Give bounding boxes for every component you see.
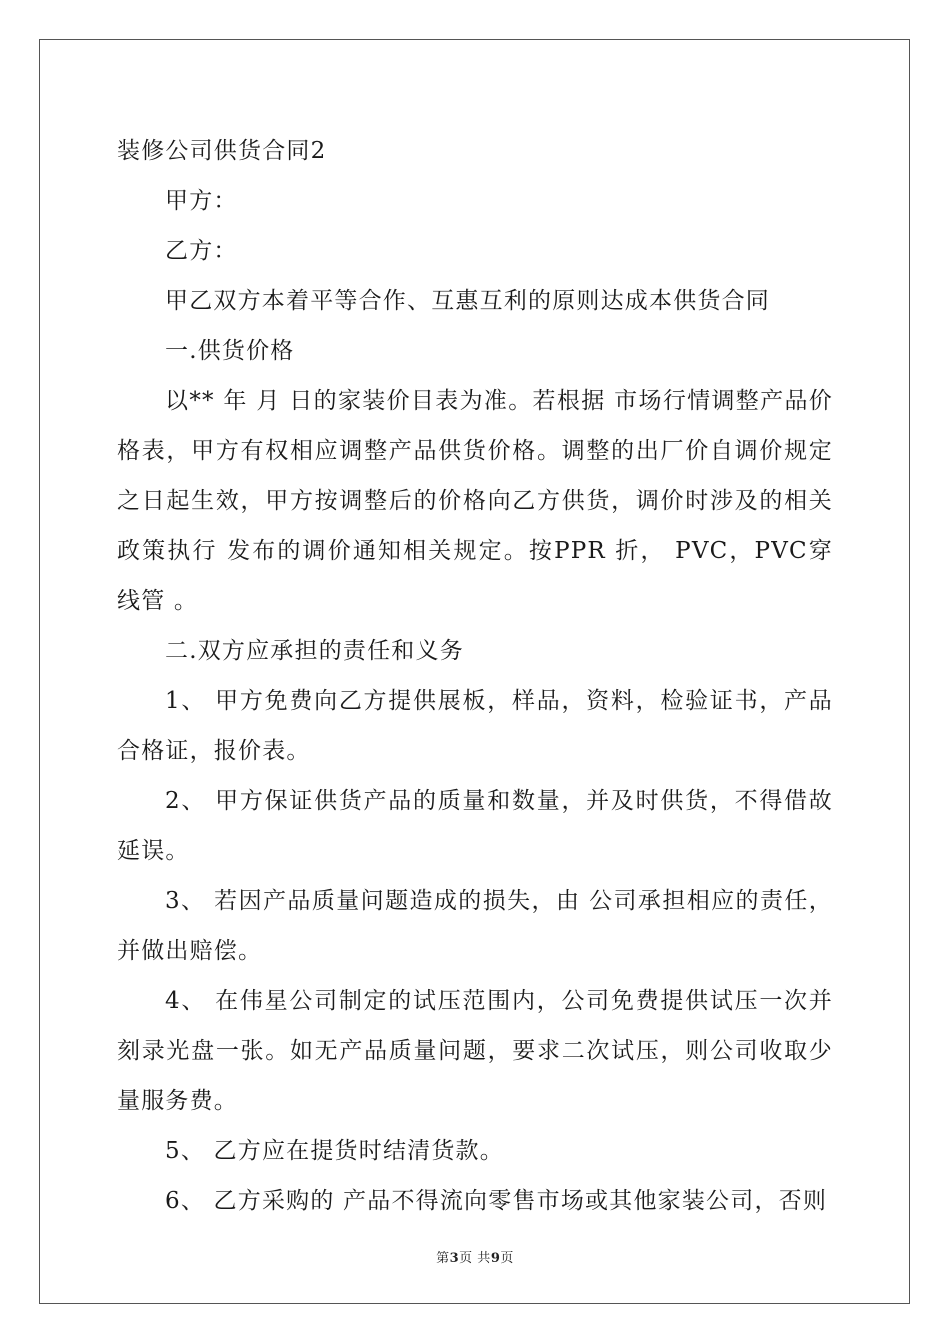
footer-prefix: 第 xyxy=(436,1251,450,1266)
document-title: 装修公司供货合同2 xyxy=(117,138,327,164)
paragraph-party-a: 甲方： xyxy=(165,188,238,214)
paragraph-party-b: 乙方： xyxy=(165,238,238,264)
footer-suffix: 页 xyxy=(500,1251,514,1266)
document-body xyxy=(117,126,833,1226)
footer-page-number: 3 xyxy=(449,1251,460,1266)
clause-1: 1、 甲方免费向乙方提供展板，样品，资料，检验证书，产品合格证，报价表。 xyxy=(117,688,833,764)
page-footer xyxy=(0,1247,950,1266)
footer-middle: 页 共 xyxy=(459,1251,491,1266)
clause-2: 2、 甲方保证供货产品的质量和数量，并及时供货，不得借故延误。 xyxy=(117,788,833,864)
footer-total-pages: 9 xyxy=(490,1251,501,1266)
clause-4: 4、 在伟星公司制定的试压范围内，公司免费提供试压一次并刻录光盘一张。如无产品质量问题，要求二次试压，则公司收取少量服务费。 xyxy=(117,988,833,1114)
section-heading-price: 一.供货价格 xyxy=(165,338,295,364)
clause-6: 6、 乙方采购的 产品不得流向零售市场或其他家装公司，否则 xyxy=(165,1188,828,1214)
paragraph-price-terms: 以** 年 月 日的家装价目表为准。若根据 市场行情调整产品价格表，甲方有权相应调整产品供货价格。调整的出厂价自调价规定之日起生效，甲方按调整后的价格向乙方供货，调价时涉及的相关政策执行 发布的调价通知相关规定。按PPR 折， PVC，PVC穿线管 。 xyxy=(117,388,833,614)
section-heading-obligations: 二.双方应承担的责任和义务 xyxy=(165,638,464,664)
paragraph-preamble: 甲乙双方本着平等合作、互惠互利的原则达成本供货合同 xyxy=(165,288,770,314)
clause-3: 3、 若因产品质量问题造成的损失，由 公司承担相应的责任，并做出赔偿。 xyxy=(117,888,833,964)
clause-5: 5、 乙方应在提货时结清货款。 xyxy=(165,1138,504,1164)
